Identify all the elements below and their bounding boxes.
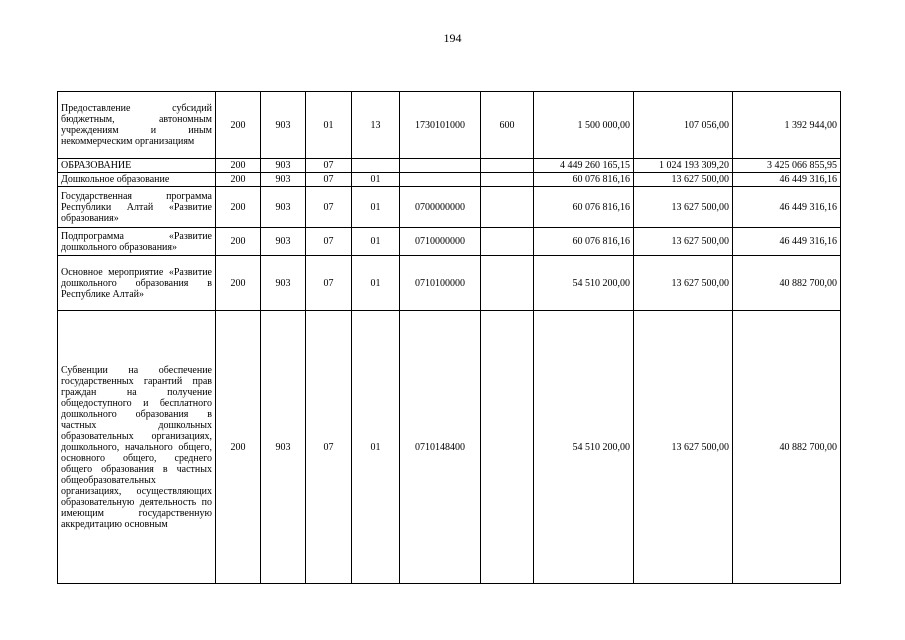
row-code: 903: [261, 173, 306, 187]
table-row: [58, 256, 841, 311]
row-name: Дошкольное образование: [58, 173, 216, 187]
row-code: 13: [352, 92, 400, 159]
budget-table: [57, 91, 841, 584]
row-amount: 46 449 316,16: [733, 173, 841, 187]
row-code: 903: [261, 187, 306, 228]
row-amount: 54 510 200,00: [534, 311, 634, 584]
row-amount: 40 882 700,00: [733, 311, 841, 584]
row-code: 0710100000: [400, 256, 481, 311]
table-row: [58, 228, 841, 256]
row-code: 01: [306, 92, 352, 159]
row-name: Государственная программа Республики Алтай «Развитие образования»: [58, 187, 216, 228]
row-amount: 107 056,00: [634, 92, 733, 159]
row-amount: 60 076 816,16: [534, 228, 634, 256]
row-code: 01: [352, 173, 400, 187]
row-code: 0700000000: [400, 187, 481, 228]
row-code: 07: [306, 159, 352, 173]
row-name: Основное мероприятие «Развитие дошкольного образования в Республике Алтай»: [58, 256, 216, 311]
row-code: 07: [306, 228, 352, 256]
row-code: 07: [306, 256, 352, 311]
row-amount: 60 076 816,16: [534, 173, 634, 187]
table-row: [58, 187, 841, 228]
row-code: 07: [306, 173, 352, 187]
row-code: 0710000000: [400, 228, 481, 256]
row-code: [481, 228, 534, 256]
row-amount: 13 627 500,00: [634, 228, 733, 256]
row-code: 1730101000: [400, 92, 481, 159]
row-name: ОБРАЗОВАНИЕ: [58, 159, 216, 173]
row-code: 01: [352, 187, 400, 228]
row-name: Предоставление субсидий бюджетным, автономным учреждениям и иным некоммерческим организациям: [58, 92, 216, 159]
row-name: Субвенции на обеспечение государственных гарантий прав граждан на получение общедоступного и бесплатного дошкольного образования в частных дошкольных образовательных организациях, дошкольного, начального общего, основного общего, среднего общего образования в частных общеобразовательных организациях, осуществляющих образовательную деятельность по имеющим государственную аккредитацию основным: [58, 311, 216, 584]
row-amount: 1 392 944,00: [733, 92, 841, 159]
row-code: 200: [216, 256, 261, 311]
row-amount: 46 449 316,16: [733, 228, 841, 256]
row-name: Подпрограмма «Развитие дошкольного образования»: [58, 228, 216, 256]
row-amount: 3 425 066 855,95: [733, 159, 841, 173]
row-code: [400, 159, 481, 173]
row-code: 903: [261, 256, 306, 311]
row-amount: 40 882 700,00: [733, 256, 841, 311]
row-amount: 1 024 193 309,20: [634, 159, 733, 173]
row-code: 01: [352, 256, 400, 311]
row-code: [481, 173, 534, 187]
page-number: 194: [443, 31, 462, 45]
row-code: 200: [216, 159, 261, 173]
row-code: [481, 159, 534, 173]
row-code: [481, 187, 534, 228]
row-code: 903: [261, 228, 306, 256]
table-row: [58, 173, 841, 187]
row-code: [352, 159, 400, 173]
row-code: 600: [481, 92, 534, 159]
row-code: 07: [306, 187, 352, 228]
row-code: 200: [216, 187, 261, 228]
row-code: 200: [216, 92, 261, 159]
table-row: [58, 311, 841, 584]
row-amount: 4 449 260 165,15: [534, 159, 634, 173]
row-code: 200: [216, 173, 261, 187]
row-amount: 13 627 500,00: [634, 256, 733, 311]
row-code: 200: [216, 311, 261, 584]
row-amount: 13 627 500,00: [634, 311, 733, 584]
row-amount: 13 627 500,00: [634, 187, 733, 228]
row-code: 903: [261, 311, 306, 584]
table-row: [58, 159, 841, 173]
row-code: [400, 173, 481, 187]
table-row: [58, 92, 841, 159]
row-code: 200: [216, 228, 261, 256]
row-amount: 1 500 000,00: [534, 92, 634, 159]
row-amount: 13 627 500,00: [634, 173, 733, 187]
row-code: 07: [306, 311, 352, 584]
row-code: 903: [261, 159, 306, 173]
row-amount: 46 449 316,16: [733, 187, 841, 228]
row-code: [481, 311, 534, 584]
row-code: 01: [352, 228, 400, 256]
row-code: 01: [352, 311, 400, 584]
row-code: 0710148400: [400, 311, 481, 584]
row-amount: 54 510 200,00: [534, 256, 634, 311]
row-code: [481, 256, 534, 311]
row-code: 903: [261, 92, 306, 159]
row-amount: 60 076 816,16: [534, 187, 634, 228]
